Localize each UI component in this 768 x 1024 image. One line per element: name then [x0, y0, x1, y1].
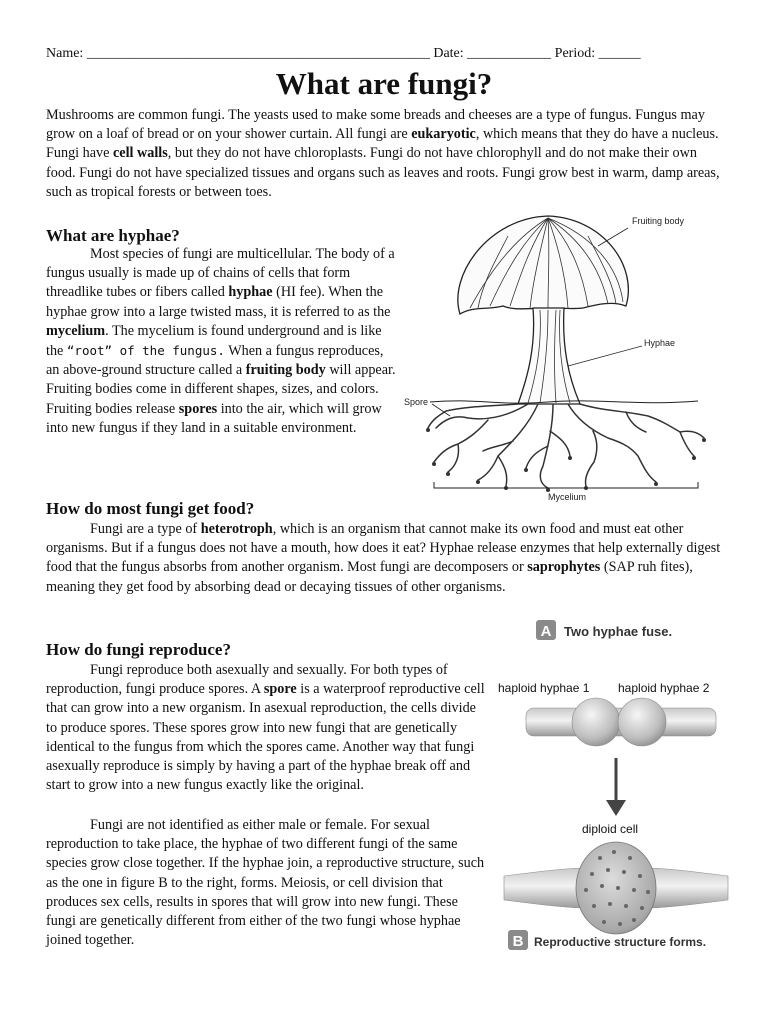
- heading-hyphae: What are hyphae?: [46, 226, 180, 245]
- term-heterotroph: heterotroph: [200, 521, 273, 537]
- term-cell-walls: cell walls: [113, 145, 168, 162]
- page-title: What are fungi?: [275, 66, 493, 101]
- mushroom-diagram: [398, 206, 728, 506]
- heading-food: How do most fungi get food?: [46, 499, 255, 518]
- term-spores: spores: [178, 400, 218, 417]
- term-hyphae: hyphae: [228, 284, 273, 301]
- label-fruiting-body: Fruiting body: [632, 216, 685, 226]
- hypha-tip-2: [618, 698, 666, 746]
- figure-b-caption: Reproductive structure forms.: [534, 935, 707, 949]
- label-diploid-cell: diploid cell: [582, 822, 639, 836]
- heading-reproduce: How do fungi reproduce?: [46, 640, 231, 659]
- food-paragraph: Fungi are a type of heterotroph, which is an organism that cannot make its own food and must eat other organisms. But if a fungus does not have a mouth, how does it eat? Hyphae release enzymes that help externally digest food that the fungus absorbs from another organism. Most fungi are decomposers or saprophytes (SAP ruh fites), meaning they get food by absorbing dead or decaying tissues of other organisms.: [46, 521, 721, 595]
- reproduce-paragraph-1: Fungi reproduce both asexually and sexually. For both types of reproduction, fungi produce spores. A spore is a waterproof reproductive cell that can grow into a new organism. In asexual reproduction, the cells divide to produce spores. These spores grow into new fungi that are genetically identical to the fungus from which the spores came. Another way that fungi asexually reproduce is simply by having a part of the hyphae break off and start to grow into a new fungus exactly like the original.: [46, 662, 485, 794]
- label-hyphae: Hyphae: [644, 338, 676, 348]
- date-label: Date:: [433, 46, 468, 61]
- reproduce-paragraph-2: Fungi are not identified as either male or female. For sexual reproduction to take place, the hyphae of two different fungi of the same species grow close together. If the hyphae join, a reproductive structure, such as the one in figure B to the right, forms. Meiosis, or cell division that produces sex cells, results in spores that will grow into new fungi. These fungi are genetically different from either of the two fungi whose hyphae joined together.: [46, 817, 485, 949]
- date-blank: ____________: [467, 46, 552, 61]
- period-blank: ______: [598, 46, 641, 61]
- reproduction-diagram: [496, 618, 736, 958]
- period-label: Period:: [554, 46, 599, 61]
- figure-a-caption: Two hyphae fuse.: [564, 624, 673, 639]
- term-saprophytes: saprophytes: [527, 559, 601, 576]
- fruiting-body-stalk: [518, 308, 580, 404]
- name-blank: _________________________________________________: [86, 46, 430, 61]
- label-mycelium: Mycelium: [548, 492, 587, 502]
- mycelium-bracket: [434, 482, 698, 488]
- term-eukaryotic: eukaryotic: [411, 126, 476, 143]
- term-fruiting-body: fruiting body: [245, 362, 326, 379]
- mycelium-branches: [428, 404, 704, 488]
- label-haploid-1: haploid hyphae 1: [498, 681, 590, 695]
- term-mycelium: mycelium: [46, 322, 106, 339]
- term-spore: spore: [263, 681, 297, 698]
- name-label: Name:: [46, 46, 87, 61]
- label-haploid-2: haploid hyphae 2: [618, 681, 710, 695]
- hyphae-paragraph: Most species of fungi are multicellular. The body of a fungus usually is made up of chains of cells that form threadlike tubes or fibers called hyphae (HI fee). When the hyphae grow into a large twisted mass, it is referred to as the mycelium. The mycelium is found underground and is like the “root” of the fungus. When a fungus reproduces, an above-ground structure called a fruiting body will appear. Fruiting bodies come in different shapes, sizes, and colors. Fruiting bodies release spores into the air, which will grow into new fungus if they land in a suitable environment.: [46, 246, 396, 436]
- label-spore: Spore: [404, 397, 429, 407]
- svg-text:A: A: [540, 623, 552, 640]
- intro-paragraph: Mushrooms are common fungi. The yeasts used to make some breads and cheeses are a type of fungus. Fungus may grow on a loaf of bread or on your shower curtain. All fungi are eukaryotic, which means that they do have a nucleus. Fungi have cell walls, but they do not have chloroplasts. Fungi do not have chlorophyll and do not make their own food. Fungi do not have specialized tissues and organs such as leaves and roots. Fungi grow best in warm, damp areas, such as tropical forests or between toes.: [46, 107, 720, 200]
- svg-text:B: B: [512, 933, 524, 950]
- hypha-tip-1: [572, 698, 620, 746]
- student-info-line: [46, 46, 641, 62]
